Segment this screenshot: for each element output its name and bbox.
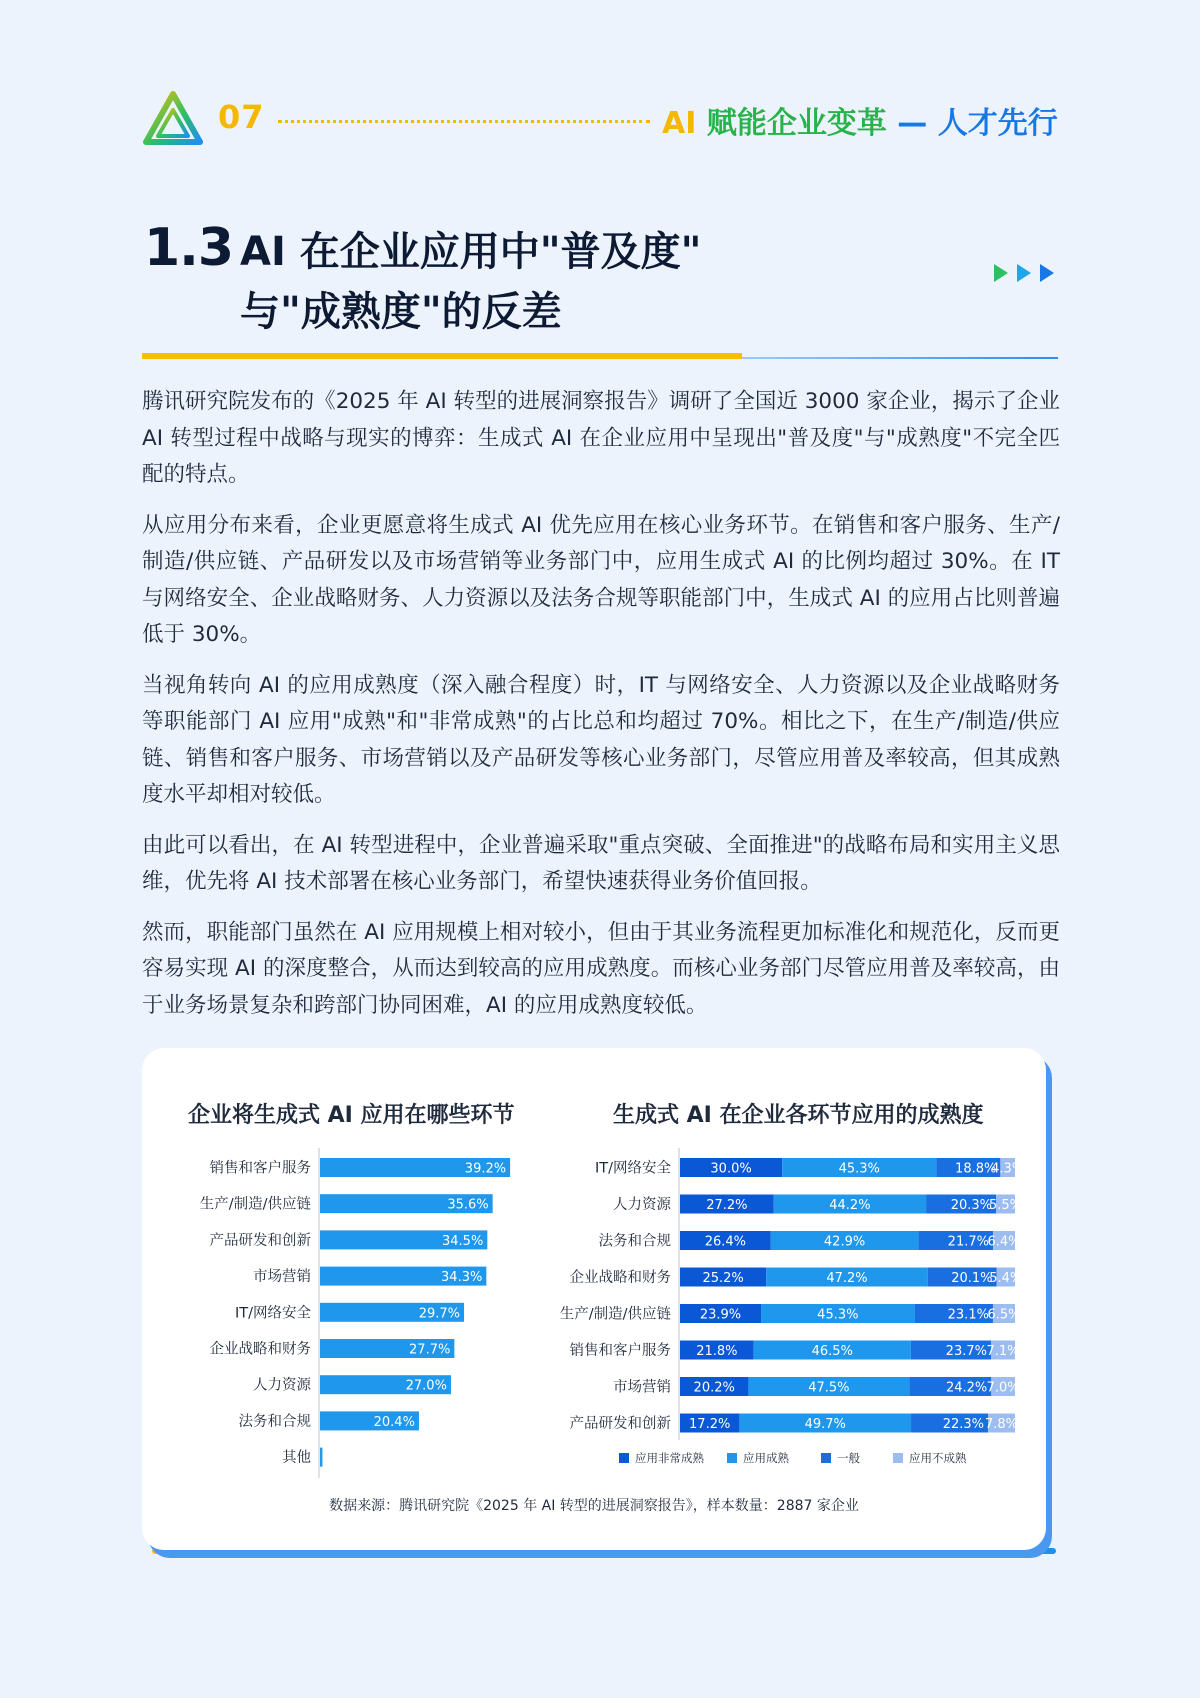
chart1-value-label: 27.0% [405,1378,447,1394]
chart2-category-label: 法务和合规 [598,1233,671,1250]
chart2-value-label: 6.5% [987,1307,1021,1323]
chart2-value-label: 20.2% [693,1380,735,1396]
chart1-category-label: 企业战略和财务 [209,1341,311,1358]
chart2-maturity-by-department [520,1140,1040,1480]
chart1-value-label: 34.3% [441,1270,483,1286]
chart2-value-label: 7.1% [986,1344,1020,1359]
chart2-value-label: 21.7% [947,1234,989,1250]
section-title-number: 1.3 [144,218,234,278]
chart2-value-label: 4.3% [991,1161,1025,1177]
source-note: 数据来源：腾讯研究院《2025 年 AI 转型的进展洞察报告》，样本数量：2887 家企业 [329,1498,859,1514]
chart1-category-label: 其他 [282,1450,311,1467]
page-title [240,222,800,342]
chart1-usage-by-department [142,1140,562,1480]
chart1-category-label: 市场营销 [253,1269,311,1286]
chart2-value-label: 25.2% [702,1271,744,1286]
chart1-value-label: 20.4% [373,1414,415,1430]
chart2-value-label: 46.5% [811,1344,853,1359]
chart1-category-label: 法务和合规 [238,1413,311,1430]
chart2-value-label: 42.9% [823,1234,866,1250]
chart1-title: 企业将生成式 AI 应用在哪些环节 [188,1103,515,1128]
chart1-category-label: 产品研发和创新 [209,1232,311,1249]
chart2-value-label: 5.5% [989,1198,1023,1213]
chart2-title: 生成式 AI 在企业各环节应用的成熟度 [613,1103,984,1128]
chart2-value-label: 30.0% [710,1161,752,1177]
chart2-category-label: IT/网络安全 [594,1160,671,1177]
chart1-category-label: 销售和客户服务 [209,1160,311,1177]
chart2-legend-label: 应用不成熟 [909,1451,967,1465]
chart2-value-label: 20.3% [950,1198,993,1213]
paragraph: 然而，职能部门虽然在 AI 应用规模上相对较小，但由于其业务流程更加标准化和规范化，反而更容易实现 AI 的深度整合，从而达到较高的应用成熟度。而核心业务部门尽管应用普及率较高，由于业务场景复杂和跨部门协同困难，AI 的应用成熟度较低。 [142,919,1060,1018]
chart2-value-label: 47.2% [826,1271,868,1286]
paragraph: 从应用分布来看，企业更愿意将生成式 AI 优先应用在核心业务环节。在销售和客户服务、生产/制造/供应链、产品研发以及市场营销等业务部门中，应用生成式 AI 的比例均超过 30%。在 IT 与网络安全、企业战略财务、人力资源以及法务合规等职能部门中，生成式 AI 的应用占比则普遍低于 30%。 [142,512,1060,647]
chart1-category-label: 生产/制造/供应链 [199,1196,311,1213]
chart2-legend-swatch [893,1453,903,1463]
chart2-value-label: 7.0% [986,1380,1020,1396]
page-title-line2: 与"成熟度"的反差 [240,289,562,335]
chart2-legend-swatch [821,1453,831,1463]
chart2-category-label: 销售和客户服务 [569,1343,671,1359]
chart2-legend-label: 应用成熟 [743,1451,789,1465]
paragraph: 腾讯研究院发布的《2025 年 AI 转型的进展洞察报告》调研了全国近 3000 家企业，揭示了企业 AI 转型过程中战略与现实的博弈：生成式 AI 在企业应用中呈现出"普及度"与"成熟度"不完全匹配的特点。 [142,389,1060,487]
header-title-ai: AI [662,106,697,141]
chart1-value-label: 35.6% [447,1197,489,1213]
chart1-value-label: 27.7% [409,1342,451,1358]
chart2-value-label: 5.4% [989,1271,1023,1286]
chart2-value-label: 20.1% [951,1271,993,1286]
page-title-line1: AI 在企业应用中"普及度" [240,229,702,275]
title-rule [742,357,1058,359]
chart2-legend-swatch [727,1453,737,1463]
chart2-value-label: 18.8% [955,1161,997,1177]
chart2-value-label: 49.7% [804,1417,846,1432]
chart2-legend-label: 应用非常成熟 [635,1451,704,1465]
header-title [662,98,1058,142]
chart2-value-label: 23.9% [699,1307,742,1323]
chart2-value-label: 21.8% [696,1344,738,1359]
paragraph: 当视角转向 AI 的应用成熟度（深入融合程度）时，IT 与网络安全、人力资源以及企业战略财务等职能部门 AI 应用"成熟"和"非常成熟"的占比总和均超过 70%。相比之下，在生产/制造/供应链、销售和客户服务、市场营销以及产品研发等核心业务部门，尽管应用普及率较高，但其成熟度水平却相对较低。 [142,672,1060,807]
chart2-value-label: 26.4% [704,1234,747,1250]
paragraph: 由此可以看出，在 AI 转型进程中，企业普遍采取"重点突破、全面推进"的战略布局和实用主义思维，优先将 AI 技术部署在核心业务部门，希望快速获得业务价值回报。 [142,832,1060,894]
chart1-category-label: 人力资源 [253,1377,311,1394]
header-title-end: 人才先行 [937,106,1058,141]
chart2-category-label: 市场营销 [613,1379,671,1396]
chart2-value-label: 27.2% [706,1198,748,1213]
chart1-bar [320,1448,322,1467]
header-title-dash: — [897,106,928,141]
chart2-value-label: 47.5% [808,1380,850,1396]
header-divider [278,120,650,123]
chart1-category-label: IT/网络安全 [234,1305,311,1322]
section-number: 07 [218,98,265,136]
chart1-value-label: 39.2% [464,1161,507,1177]
chart2-category-label: 产品研发和创新 [569,1416,671,1432]
chart2-legend-label: 一般 [837,1451,860,1465]
header-title-mid: 赋能企业变革 [706,106,887,141]
body-text [142,384,1060,1038]
triple-arrow-icon [992,262,1060,284]
chart2-value-label: 24.2% [945,1380,988,1396]
chart2-legend-swatch [619,1453,629,1463]
chart2-value-label: 45.3% [817,1307,859,1323]
chart2-value-label: 23.1% [947,1307,989,1323]
chart2-value-label: 6.4% [987,1234,1021,1250]
chart2-value-label: 17.2% [689,1417,731,1432]
chart2-value-label: 22.3% [942,1417,985,1432]
chart2-value-label: 23.7% [945,1344,987,1359]
title-rule-accent [142,353,742,359]
chart2-category-label: 人力资源 [613,1197,671,1213]
chart1-value-label: 29.7% [418,1306,461,1322]
chart2-value-label: 7.8% [985,1417,1019,1432]
chart2-value-label: 45.3% [838,1161,880,1177]
chart2-category-label: 企业战略和财务 [569,1270,671,1286]
chart1-value-label: 34.5% [442,1233,484,1249]
chart2-category-label: 生产/制造/供应链 [559,1306,671,1323]
chart2-value-label: 44.2% [829,1198,871,1213]
triangle-logo-icon [142,90,204,148]
